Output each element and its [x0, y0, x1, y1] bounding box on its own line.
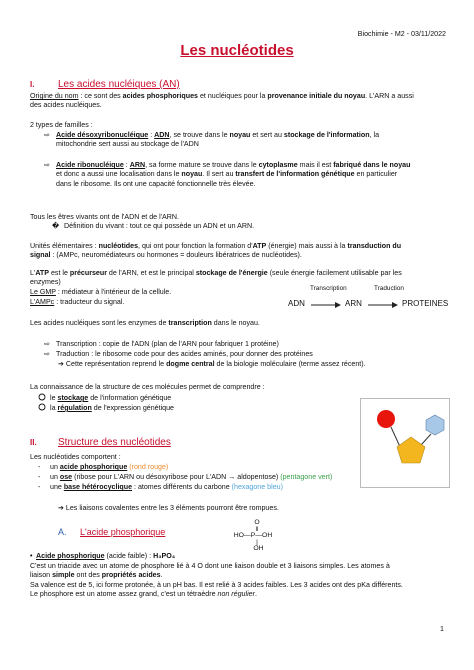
transcription-label: Transcription	[310, 285, 347, 292]
arn-node: ARN	[345, 299, 362, 308]
arrow-right-icon: ⇨	[44, 350, 50, 358]
section-1-heading	[30, 74, 180, 92]
component-ose: - un ose (ribose pour L'ARN ou désoxyribose pour L'ADN → aldopentose) (pentagone vert)	[38, 473, 333, 481]
traduction-label: Traduction	[374, 285, 404, 292]
origin-label: Origine du nom	[30, 92, 79, 100]
ampc-line: L'AMPc : traducteur du signal.	[30, 298, 125, 306]
arn-item: ⇨ Acide ribonucléique : ARN, sa forme mature se trouve dans le cytoplasme mais il est fabriqué dans le noyau et donc a aussi une localisation dans le noyau. Il sert au transfert de l'information génétique en particulier dans le ribosome. Ils ont une capacité fonctionnelle très élevée.	[44, 161, 411, 188]
transcription-item: ⇨ Transcription : copie de l'ADN (plan de l'ARN pour fabriquer 1 protéine)	[44, 340, 279, 348]
component-base: - une base hétérocyclique : atomes différents du carbone (hexagone bleu)	[38, 483, 283, 491]
components-intro: Les nucléotides comportent :	[30, 453, 121, 461]
adn-node: ADN	[288, 299, 305, 308]
dogme-note: ➔ Cette représentation reprend le dogme central de la biologie moléculaire (terme assez récent).	[58, 360, 366, 368]
section-1-title: Les acides nucléiques (AN)	[58, 79, 180, 90]
page-number: 1	[440, 625, 444, 633]
subsection-a-letter: A.	[58, 527, 67, 537]
subsection-a-heading	[58, 527, 165, 537]
arrow-right-icon: ⇨	[44, 340, 50, 348]
circle-bullet-icon	[38, 403, 46, 411]
living-sentence: Tous les êtres vivants ont de l'ADN et de l'ARN.	[30, 213, 179, 221]
enzymes-sentence: Les acides nucléiques sont les enzymes de transcription dans le noyau.	[30, 319, 260, 327]
page-title: Les nucléotides	[180, 42, 294, 59]
sugar-pentagon	[397, 437, 425, 463]
arrow-right-icon: ⇨	[44, 131, 50, 139]
component-phosphate: - un acide phosphorique (rond rouge)	[38, 463, 169, 471]
knowledge-sentence: La connaissance de la structure de ces molécules permet de comprendre :	[30, 383, 265, 391]
atp-paragraph: L'ATP est le précurseur de l'ARN, et est le principal stockage de l'énergie (seule énergie facilement utilisable par les enzymes)	[30, 269, 402, 287]
replacement-glyph-icon: �	[52, 222, 60, 230]
arrow-right-icon: ⇨	[44, 161, 50, 169]
acid-description: C'est un triacide avec un atome de phosphore lié à 4 O dont une liaison double et 3 liaisons simples. Les atomes à liaison simple ont des propriétés acides. Sa valence est de 5, ici forme protonée, à un pH bas. Il est relié à 3 acides faibles. Les 3 acides ont des pKa différents. Le phosphore est un atome assez grand, c'est un tétraèdre non régulier.	[30, 562, 403, 598]
circle-bullet-icon	[38, 393, 46, 401]
units-paragraph: Unités élémentaires : nucléotides, qui ont pour fonction la formation d'ATP (énergie) mais aussi à la transduction du signal : (AMPc, neuromédiateurs ou hormones = douleurs libératrices de nucléotides).	[30, 242, 402, 260]
base-hexagon	[426, 415, 444, 435]
nucleotide-schema	[361, 399, 449, 487]
links-note: ➔ Les liaisons covalentes entre les 3 éléments pourront être rompues.	[58, 504, 279, 512]
central-dogma-diagram	[284, 285, 448, 315]
definition-line: � Définition du vivant : tout ce qui possède un ADN et un ARN.	[52, 222, 255, 230]
subsection-a-title: L'acide phosphorique	[80, 527, 166, 537]
phosphoric-acid-formula: O ‖ HO—P—OH | OH	[233, 519, 273, 553]
acid-bullet-line: • Acide phosphorique (acide faible) : H₃PO₄	[30, 552, 176, 560]
origin-paragraph: Origine du nom : ce sont des acides phosphoriques et nucléiques pour la provenance initiale du noyau. L'ARN a aussi des acides nucléiques.	[30, 92, 414, 110]
section-1-number: I.	[30, 80, 35, 89]
arrow-right-icon	[367, 301, 399, 309]
section-2-title: Structure des nucléotides	[58, 437, 171, 448]
phosphate-circle	[377, 410, 395, 428]
bullet-stockage: le stockage de l'information génétique	[38, 393, 171, 403]
families-label: 2 types de familles :	[30, 121, 93, 129]
course-header: Biochimie - M2 - 03/11/2022	[357, 30, 446, 38]
adn-item: ⇨ Acide désoxyribonucléique : ADN, se trouve dans le noyau et sert au stockage de l'information, la mitochondrie sert aussi au stockage de l'ADN	[44, 131, 380, 149]
section-2-heading	[30, 432, 171, 450]
gmp-line: Le GMP : médiateur à l'intérieur de la cellule.	[30, 288, 172, 296]
bullet-regulation: la régulation de l'expression génétique	[38, 403, 174, 413]
traduction-item: ⇨ Traduction : le ribosome code pour des acides aminés, pour donner des protéines	[44, 350, 313, 358]
nucleotide-diagram	[360, 398, 450, 488]
arrow-right-icon	[310, 301, 342, 309]
section-2-number: II.	[30, 438, 37, 447]
proteines-node: PROTEINES	[402, 299, 449, 308]
